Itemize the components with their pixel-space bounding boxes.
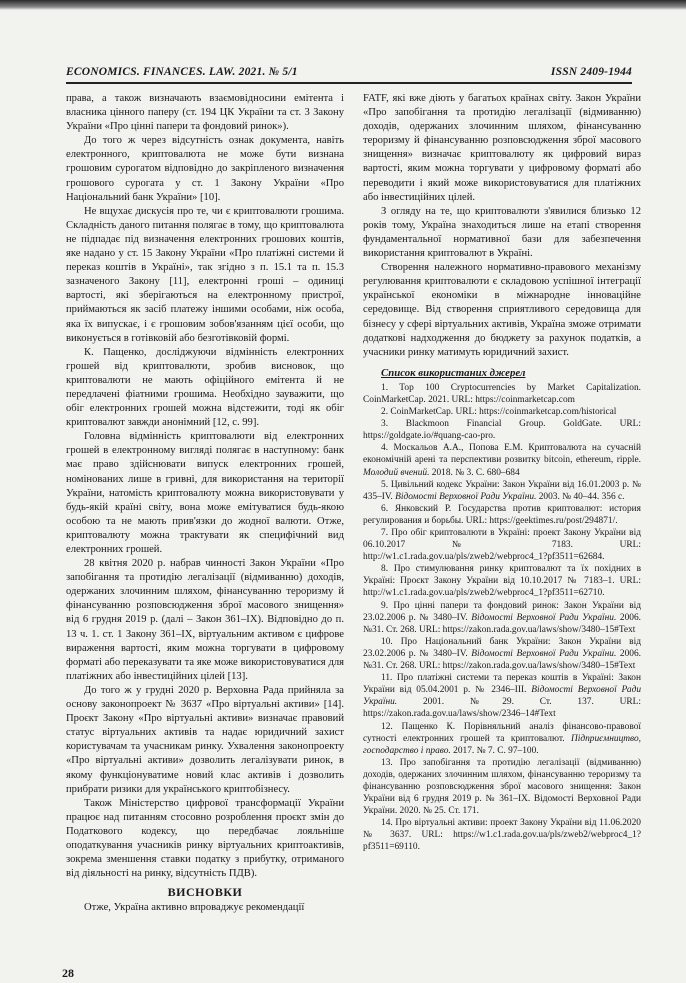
paragraph: З огляду на те, що криптовалюти з'явилися близько 12 років тому, Україна знаходиться лише на етапі створення фундаментальної нормативної бази для забезпечення використання криптовалют в Україні. [363, 205, 641, 260]
reference-text: 10. Про Національний банк України: Закон України від 23.02.2006 р. № 3480–IV. [363, 636, 641, 659]
reference-text: 11. Про платіжні системи та переказ коштів в Україні: Закон України від 05.04.2001 р. № 2346–III. [363, 673, 641, 696]
reference-source: Відомості Верховної Ради України. [471, 648, 617, 659]
reference-text: 9. Про цінні папери та фондовий ринок: Закон України від 23.02.2006 р. № 3480–IV. [363, 600, 641, 623]
reference-item [363, 757, 641, 817]
reference-text: 6. Янковский Р. Государства против криптовалют: история регулирования и борьбы. URL: https://geektimes.ru/post/294871/. [363, 503, 641, 526]
issn-label: ISSN 2409-1944 [550, 66, 632, 78]
reference-text: 4. Москальов А.А., Попова Е.М. Криптовалюта на сучасній економічній арені та перспективи розвитку bitcoin, ethereum, ripple. [363, 443, 641, 466]
reference-item [363, 527, 641, 563]
header-rule [66, 82, 632, 84]
paragraph: Також Міністерство цифрової трансформації України працює над питанням стосовно розроблення проєкт змін до Податкового кодексу, що передбачає лояльніше оподаткування учасників ринку віртуальних криптоактивів, зокрема зменшення ставки податку з прибутку, отриманого від діяльності на ринку, відсутність ПДВ). [66, 797, 344, 880]
reference-source: Відомості Верховної Ради України. [471, 612, 617, 623]
journal-title: ECONOMICS. FINANCES. LAW. 2021. № 5/1 [66, 66, 298, 78]
reference-item [363, 721, 641, 757]
reference-item [363, 503, 641, 527]
paragraph: Головна відмінність криптовалюти від електронних грошей в електронному вигляді полягає в наступному: банк має право здійснювати випуск електронних грошей, номінованих лише в гривні, для використання на території України, натомість криптовалюту можна використовувати у будь-якій країні світу, вона може емітуватися будь-якою особою та не мають прив'язки до жодної валюти. Отже, криптовалюту можна трактувати як специфічний вид електронних грошей. [66, 431, 344, 555]
reference-item [363, 418, 641, 442]
reference-source: Підприємництво, господарство і право. [363, 733, 642, 756]
paragraph: Створення належного нормативно-правового механізму регулювання криптовалюти є складовою успішної інтеграції української економіки в міжнародне інноваційне середовище. Від створення сприятливого середовища для бізнесу у сфері віртуальних активів, Україна зможе отримати додаткові надходження до бюджету за рахунок податків, а учасники ринку матимуть юридичний захист. [363, 262, 641, 358]
reference-item [363, 817, 641, 853]
page-number: 28 [62, 966, 74, 980]
scan-top-band [0, 0, 686, 10]
reference-text: 14. Про віртуальні активи: проект Закону України від 11.06.2020 № 3637. URL: https://w1.c1.rada.gov.ua/pls/zweb2/webproc4_1?pf3511=69110. [363, 818, 641, 853]
reference-text: 7. Про обіг криптовалюти в Україні: проект Закону України від 06.10.2017 № 7183. URL: http://w1.c1.rada.gov.ua/pls/zweb2/webproc4_1?pf3511=62684. [363, 528, 641, 563]
reference-item [363, 406, 641, 418]
reference-source: Відомості Верховної Ради України. [363, 685, 642, 708]
reference-item [363, 442, 641, 478]
reference-item [363, 636, 641, 672]
reference-source: Молодий вчений. [363, 467, 430, 478]
reference-details: 2003. № 40–44. 356 с. [538, 491, 625, 502]
paragraph: До того ж через відсутність ознак документа, навіть електронного, криптовалюта не може бути визнана грошовим сурогатом відповідно до закріпленого визначення грошового сурогата у ст. 1 Закону України «Про Національний банк України» [10]. [66, 135, 344, 203]
reference-list [363, 382, 641, 854]
left-column [66, 92, 344, 915]
reference-item [363, 479, 641, 503]
running-header [66, 66, 632, 78]
reference-text: 1. Top 100 Cryptocurrencies by Market Capitalization. CoinMarketCap. 2021. URL: https://coinmarketcap.com [363, 382, 641, 405]
paragraph: К. Пащенко, досліджуючи відмінність електронних грошей від криптовалюти, зробив висновок, що криптовалюти не мають офіційного емітента й не передлачені фіатними грошима. Необхідно зауважити, що обіг електронних грошей можна відстежити, тоді як обіг криптовалют завжди анонімний [12, с. 99]. [66, 346, 344, 429]
reference-item [363, 600, 641, 636]
reference-source: Відомості Верховної Ради України. [395, 491, 537, 502]
reference-text: 5. Цивільний кодекс України: Закон України від 16.01.2003 р. № 435–IV. [363, 479, 641, 502]
reference-details: 2006. №31. Ст. 268. URL: https://zakon.rada.gov.ua/laws/show/3480–15#Text [363, 648, 642, 672]
reference-text: 8. Про стимулювання ринку криптовалют та їх похідних в Україні: Проєкт Закону України від 10.10.2017 № 7183–1. URL: http://w1.c1.rada.gov.ua/pls/zweb2/webproc4_1?pf3511=62710. [363, 564, 641, 599]
paragraph: 28 квітня 2020 р. набрав чинності Закон України «Про запобігання та протидію легалізації (відмиванню) доходів, одержаних злочинним шляхом, фінансуванню тероризму й фінансуванню розповсюдження зброї масового знищення» від 6 грудня 2019 р. (далі – Закон 361–IX). Відповідно до п. 13 ч. 1. ст. 1 Закону 361–IX, віртуальним активом є цифрове вираження вартості, яким можна торгувати в цифровому форматі або переказувати та яке може використовуватися для платіжних або інвестиційних цілей [13]. [66, 558, 344, 682]
reference-details: 2001. №29. Ст. 137. URL: https://zakon.rada.gov.ua/laws/show/2346–14#Text [363, 697, 641, 720]
reference-text: 12. Пащенко К. Порівняльний аналіз фінансово-правової сутності електронних грошей та криптовалют. [363, 721, 641, 744]
paragraph: права, а також визначають взаємовідносини емітента і власника цінного паперу (ст. 194 ЦК України та ст. 3 Закону України «Про цінні папери та фондовий ринок»). [66, 93, 344, 133]
reference-text: 13. Про запобігання та протидію легалізації (відмиванню) доходів, одержаних злочинним шляхом, фінансуванню тероризму та фінансуванню розповсюдження зброї масового знищення: Закон України від 6 грудня 2019 р. № 361–IX. Відомості Верховної Ради України. 2020. № 25. Ст. 171. [363, 757, 641, 817]
reference-item [363, 563, 641, 599]
reference-item [363, 672, 641, 720]
reference-item [363, 382, 641, 406]
paragraph: До того ж у грудні 2020 р. Верховна Рада прийняла за основу законопроект № 3637 «Про віртуальні активи» [14]. Проєкт Закону «Про віртуальні активи» визначає правовий статус віртуальних активів та надає юридичний захист користувачам та учасникам ринку. Ухвалення законопроекту «Про віртуальні активи» дозволить легалізувати ринок, в якому функціонуватиме новий клас активів і дозволить прибрати ризики для українського криптобізнесу. [66, 684, 344, 795]
reference-details: 2017. № 7. С. 97–100. [453, 745, 539, 756]
references-heading: Список використаних джерел [381, 366, 526, 379]
conclusions-heading: ВИСНОВКИ [167, 885, 243, 900]
reference-details: 2018. № 3. С. 680–684 [431, 467, 520, 478]
right-column [363, 92, 641, 854]
reference-text: 3. Blackmoon Financial Group. GoldGate. URL: https://goldgate.io/#quang-cao-pro. [363, 419, 641, 442]
reference-details: 2006. №31. Ст. 268. URL: https://zakon.rada.gov.ua/laws/show/3480–15#Text [363, 612, 642, 635]
paragraph: FATF, які вже діють у багатьох країнах світу. Закон України «Про запобігання та протидію легалізації (відмиванню) доходів, одержаних злочинним шляхом, фінансуванню тероризму й фінансуванню розповсюдження зброї масового знищення» визначає криптовалюту як цифровий вираз вартості, яким можна торгувати у цифровому форматі або переводити і який може використовуватися для платіжних або інвестиційних цілей. [363, 93, 641, 203]
reference-text: 2. CoinMarketCap. URL: https://coinmarketcap.com/historical [381, 407, 617, 418]
paragraph: Отже, Україна активно впроваджує рекомендації [84, 902, 305, 914]
paragraph: Не вщухає дискусія про те, чи є криптовалюти грошима. Складність даного питання полягає в тому, що криптовалюта не підпадає під визначення електронних грошових коштів, яке надано у ст. 15 Закону України «Про платіжні системи й переказ коштів в Україні», так згідно з п. 15.1 та п. 15.3 зазначеного Закону [11], електронні гроші – одиниці вартості, які зберігаються на електронному пристрої, приймаються як засіб платежу іншими особами, ніж особа, яка їх випускає, і є грошовим зобов'язанням цієї особи, що виконується в готівковій або безготівковій формі. [66, 205, 344, 344]
